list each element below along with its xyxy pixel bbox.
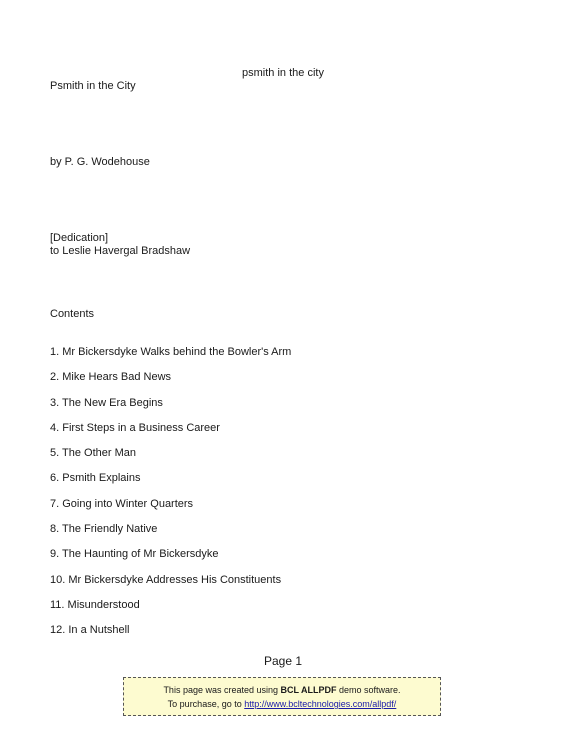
toc-item: 1. Mr Bickersdyke Walks behind the Bowler's Arm — [50, 346, 292, 358]
document-title: Psmith in the City — [50, 80, 136, 92]
toc-item: 8. The Friendly Native — [50, 523, 158, 536]
toc-item: 2. Mike Hears Bad News — [50, 371, 172, 384]
demo-brand-name: BCL ALLPDF — [280, 685, 337, 695]
page-number-text: Page 1 — [263, 654, 303, 668]
demo-notice-suffix: demo software. — [336, 685, 401, 695]
demo-notice-prefix: This page was created using — [163, 685, 281, 695]
dedication-label: [Dedication] — [50, 232, 109, 244]
running-header-text: psmith in the city — [242, 67, 324, 79]
toc-item: 7. Going into Winter Quarters — [50, 497, 194, 510]
toc-item: 6. Psmith Explains — [50, 472, 141, 485]
contents-heading: Contents — [50, 308, 95, 320]
toc-item: 4. First Steps in a Business Career — [50, 421, 220, 434]
toc-item: 9. The Haunting of Mr Bickersdyke — [50, 548, 219, 561]
running-header — [0, 67, 566, 79]
toc-item: 11. Misunderstood — [50, 598, 140, 611]
demo-notice-line1 — [124, 685, 440, 695]
table-of-contents — [50, 346, 291, 650]
purchase-prefix: To purchase, go to — [167, 699, 245, 709]
toc-item: 12. In a Nutshell — [50, 624, 130, 637]
toc-item: 10. Mr Bickersdyke Addresses His Constituents — [50, 573, 282, 586]
page-number — [0, 654, 566, 668]
purchase-link[interactable]: http://www.bcltechnologies.com/allpdf/ — [244, 699, 397, 709]
demo-watermark-box — [123, 677, 441, 716]
dedication-text: to Leslie Havergal Bradshaw — [50, 245, 191, 257]
toc-item: 5. The Other Man — [50, 447, 137, 460]
author-line: by P. G. Wodehouse — [50, 156, 150, 168]
demo-notice-line2 — [124, 699, 440, 709]
toc-item: 3. The New Era Begins — [50, 396, 163, 409]
